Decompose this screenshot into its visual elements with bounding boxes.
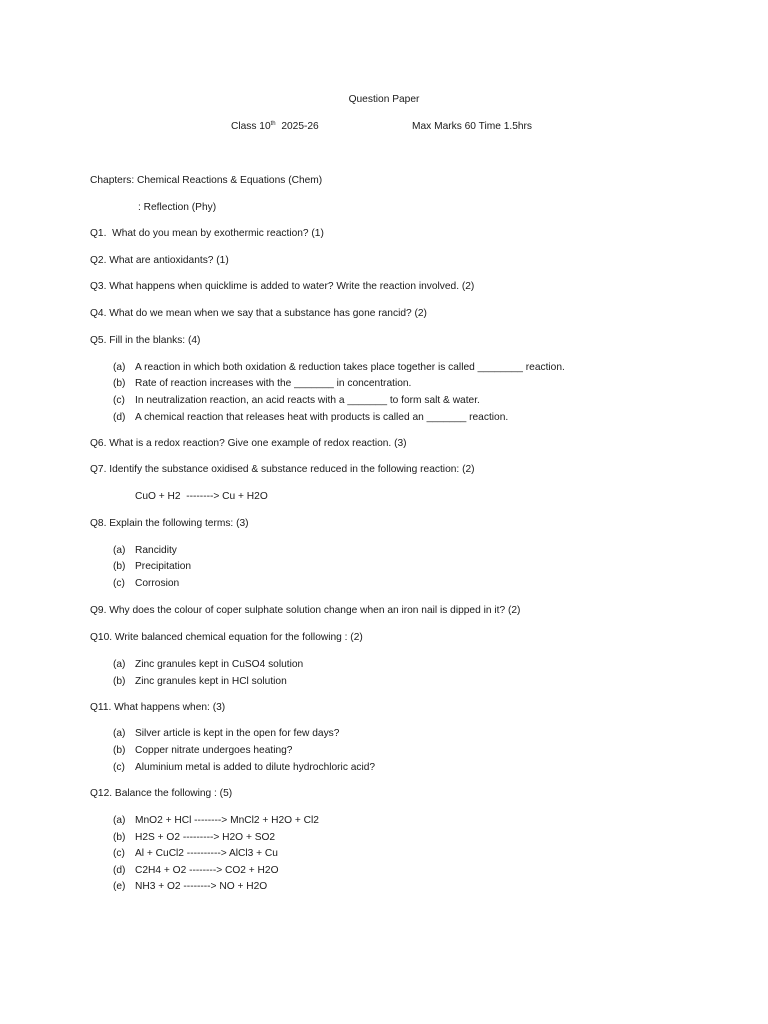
question-12: Q12. Balance the following : (5) xyxy=(90,788,233,799)
question-8: Q8. Explain the following terms: (3) xyxy=(90,518,249,529)
chapters-line-1: Chapters: Chemical Reactions & Equations (Chem) xyxy=(90,175,323,186)
question-2: Q2. What are antioxidants? (1) xyxy=(90,255,229,266)
question-3: Q3. What happens when quicklime is added to water? Write the reaction involved. (2) xyxy=(90,281,475,292)
question-11: Q11. What happens when: (3) xyxy=(90,702,226,713)
question-paper-page: Question Paper Class 10th 2025-26 Max Marks 60 Time 1.5hrs Chapters: Chemical Reactions & Equations (Chem) : Reflection (Phy) Q1. What do you mean by exothermic reaction? (1) Q2. What are antioxidants? (1) Q3. What happens when quicklime is added to water? Write the reaction involved. (2) Q4. What do we mean when we say that a substance has gone rancid? (2) Q5. Fill in the blanks: (4) (a) A reaction in which both oxidation & reduction takes place together is called ________ reaction. (b) Rate of reaction increases with the _______ in concentration. (c) In neutralization reaction, an acid reacts with a _______ to form salt & water. (d) A chemical reaction that releases heat with products is called an _______ reaction. Q6. What is a redox reaction? Give one example of redox reaction. (3) Q7. Identify the substance oxidised & substance reduced in the following reaction: (2) CuO + H2 --------> Cu + H2O Q8. Explain the following terms: (3) (a) Rancidity (b) Precipitation (c) Corrosion Q9. Why does the colour of coper sulphate solution change when an iron nail is dipped in it? (2) Q10. Write balanced chemical equation for the following : (2) (a) Zinc granules kept in CuSO4 solution (b) Zinc granules kept in HCl solution Q11. What happens when: (3) (a) Silver article is kept in the open for few days? (b) Copper nitrate undergoes heating? (c) Aluminium metal is added to dilute hydrochloric acid? Q12. Balance the following : (5) (a) MnO2 + HCl --------> MnCl2 + H2O + Cl2 (b) H2S + O2 ---------> H2O + SO2 (c) Al + CuCl2 ----------> AlCl3 + Cu (d) C2H4 + O2 --------> CO2 + H2O (e) NH3 + O2 --------> NO + H2O xyxy=(0,0,768,1024)
question-1: Q1. What do you mean by exothermic reaction? (1) xyxy=(90,228,324,239)
question-7: Q7. Identify the substance oxidised & substance reduced in the following reaction: (2) xyxy=(90,464,475,475)
question-6: Q6. What is a redox reaction? Give one example of redox reaction. (3) xyxy=(90,438,407,449)
question-9: Q9. Why does the colour of coper sulphate solution change when an iron nail is dipped in it? (2) xyxy=(90,605,521,616)
question-10: Q10. Write balanced chemical equation for the following : (2) xyxy=(90,632,363,643)
chapters-line-2: : Reflection (Phy) xyxy=(138,202,217,213)
class-superscript: th xyxy=(270,121,276,127)
q7-equation: CuO + H2 --------> Cu + H2O xyxy=(135,491,268,502)
session: 2025-26 xyxy=(281,121,319,132)
class-session xyxy=(231,121,319,133)
question-5: Q5. Fill in the blanks: (4) xyxy=(90,335,201,346)
class-label: Class 10 xyxy=(231,121,271,132)
max-marks-time: Max Marks 60 Time 1.5hrs xyxy=(412,121,533,132)
question-4: Q4. What do we mean when we say that a substance has gone rancid? (2) xyxy=(90,308,427,319)
page-title: Question Paper xyxy=(348,94,420,105)
